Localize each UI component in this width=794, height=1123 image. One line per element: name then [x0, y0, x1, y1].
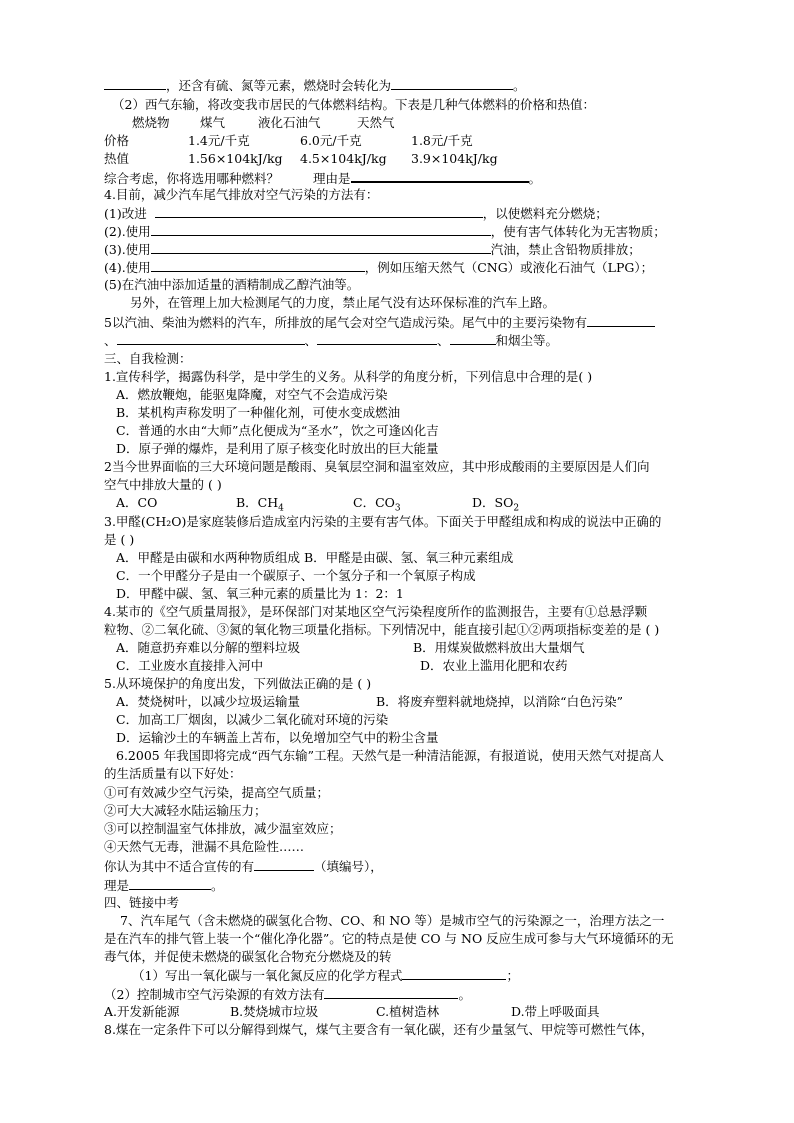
t6-item-1: ①可有效减少空气污染，提高空气质量；: [104, 785, 330, 800]
t5-option-b[interactable]: B．将废弃塑料就地烧掉，以消除“白色污染”: [376, 694, 623, 709]
heat-cell: 4.5×104kJ/kg: [300, 151, 387, 166]
q4-item-2: (2).使用 ，使有害气体转化为无害物质；: [104, 224, 666, 239]
t7-stem-3: 毒气体，并促使未燃烧的碳氢化合物充分燃烧及的转: [104, 949, 392, 964]
q5-line-2: 、 、 、 和烟尘等。: [104, 333, 559, 348]
t3-option-c[interactable]: C．一个甲醛分子是由一个碳原子、一个氢分子和一个氧原子构成: [116, 568, 476, 583]
t6-item-2: ②可大大减轻水陆运输压力；: [104, 803, 267, 818]
answer-blank[interactable]: [151, 240, 491, 254]
t5-option-c[interactable]: C．加高工厂烟囱，以减少二氧化硫对环境的污染: [116, 712, 389, 727]
price-cell: 6.0元/千克: [300, 133, 362, 148]
t6-stem-1: 6.2005 年我国即将完成“西气东输”工程。天然气是一种清洁能源，有报道说，使用天然气对提高人: [116, 748, 664, 763]
table-header-natural-gas: 天然气: [357, 115, 395, 130]
answer-blank[interactable]: [450, 331, 496, 345]
answer-blank[interactable]: [151, 258, 365, 272]
t3-option-d[interactable]: D．甲醛中碳、氢、氧三种元素的质量比为 1：2：1: [116, 586, 404, 601]
answer-blank[interactable]: [117, 331, 305, 345]
section-3-heading: 三、自我检测：: [104, 351, 192, 366]
q4-note: 另外，在管理上加大检测尾气的力度，禁止尾气没有达环保标准的汽车上路。: [130, 295, 556, 310]
t7-option-a[interactable]: A.开发新能源: [104, 1004, 180, 1019]
table-header-gas: 煤气: [200, 115, 226, 130]
answer-blank[interactable]: [317, 331, 437, 345]
t8-stem-1: 8.煤在一定条件下可以分解得到煤气，煤气主要含有一氧化碳，还有少量氢气、甲烷等可燃性气体，: [104, 1022, 654, 1037]
t7-sub-1: （1）写出一氧化碳与一氧化氮反应的化学方程式 ；: [132, 968, 519, 983]
price-label: 价格: [104, 133, 130, 148]
fuel-table-values: [104, 132, 524, 172]
t5-stem: 5.从环境保护的角度出发，下列做法正确的是 ( ): [104, 676, 372, 691]
t6-question: 你认为其中不适合宣传的有 （填编号），: [104, 859, 383, 874]
t1-option-c[interactable]: C．普通的水由“大师”点化便成为“圣水”，饮之可逢凶化吉: [116, 423, 439, 438]
t1-option-a[interactable]: A．燃放鞭炮，能驱鬼降魔，对空气不会造成污染: [116, 387, 388, 402]
answer-blank[interactable]: [155, 204, 483, 218]
t5-option-d[interactable]: D．运输沙土的车辆盖上苫布，以免增加空气中的粉尘含量: [116, 730, 439, 745]
t2-stem-2: 空气中排放大量的 ( ): [104, 477, 222, 492]
t1-option-b[interactable]: B．某机构声称发明了一种催化剂，可使水变成燃油: [116, 405, 401, 420]
q2-choice-line: 综合考虑，你将选用哪种燃料？ 理由是 。: [104, 168, 541, 188]
t3-option-ab[interactable]: A．甲醛是由碳和水两种物质组成 B．甲醛是由碳、氢、氧三种元素组成: [116, 550, 514, 565]
t6-stem-2: 的生活质量有以下好处：: [104, 766, 242, 781]
t2-option-d[interactable]: D．$SO_2$: [472, 495, 520, 514]
t2-stem-1: 2当今世界面临的三大环境问题是酸雨、臭氧层空洞和温室效应，其中形成酸雨的主要原因是人们向: [104, 459, 650, 474]
answer-blank[interactable]: [351, 168, 529, 183]
t4-stem-2: 粒物、②二氧化硫、③氮的氧化物三项量化指标。下列情况中，能直接引起①②两项指标变差的是 ( ): [104, 622, 660, 637]
t6-item-4: ④天然气无毒，泄漏不具危险性……: [104, 839, 305, 854]
section-4-heading: 四、链接中考: [104, 895, 180, 910]
table-header-substance: 燃烧物: [132, 115, 170, 130]
t2-option-b[interactable]: B．$CH_4$: [236, 495, 284, 514]
answer-blank[interactable]: [151, 222, 491, 236]
t7-stem-2: 是在汽车的排气管上装一个“催化净化器”。它的特点是使 CO 与 NO 反应生成可参与大气环境循环的无: [104, 931, 674, 946]
t4-option-d[interactable]: D．农业上滥用化肥和农药: [420, 658, 568, 673]
answer-blank[interactable]: [324, 985, 458, 999]
q4-item-4: (4).使用 ，例如压缩天然气（CNG）或液化石油气（LPG）；: [104, 260, 654, 275]
answer-blank[interactable]: [254, 857, 314, 871]
answer-blank[interactable]: [391, 76, 513, 90]
t4-option-a[interactable]: A．随意扔弃难以分解的塑料垃圾: [116, 640, 301, 655]
q4-item-1: (1)改进 ，以使燃料充分燃烧；: [104, 206, 608, 221]
t3-stem-1: 3.甲醛(CH₂O)是家庭装修后造成室内污染的主要有害气体。下面关于甲醛组成和构成的说法中正确的: [104, 514, 662, 529]
q1-tail-text: ，还含有硫、氮等元素，燃烧时会转化为: [166, 78, 392, 93]
table-header-lpg: 液化石油气: [258, 115, 321, 130]
t7-option-c[interactable]: C.植树造林: [376, 1004, 440, 1019]
answer-blank[interactable]: [402, 966, 506, 980]
t6-item-3: ③可以控制温室气体排放，减少温室效应；: [104, 821, 342, 836]
heat-cell: 3.9×104kJ/kg: [411, 151, 498, 166]
answer-blank[interactable]: [587, 313, 655, 327]
q1-tail-line: ，还含有硫、氮等元素，燃烧时会转化为 。: [104, 76, 526, 95]
t2-option-c[interactable]: C．$CO_3$: [353, 495, 401, 514]
t4-option-b[interactable]: B．用煤炭做燃料放出大量烟气: [413, 640, 585, 655]
t1-stem: 1.宣传科学，揭露伪科学，是中学生的义务。从科学的角度分析，下列信息中合理的是( ): [104, 369, 593, 384]
answer-blank[interactable]: [104, 76, 166, 90]
t7-stem-1: 7、汽车尾气（含未燃烧的碳氢化合物、CO、和 NO 等）是城市空气的污染源之一，治理方法之一: [120, 913, 665, 928]
heat-label: 热值: [104, 151, 130, 166]
q2-intro: （2）西气东输，将改变我市居民的气体燃料结构。下表是几种气体燃料的价格和热值：: [112, 97, 595, 112]
t7-option-b[interactable]: B.焚烧城市垃圾: [230, 1004, 319, 1019]
t4-option-c[interactable]: C．工业废水直接排入河中: [116, 658, 264, 673]
t5-option-a[interactable]: A．焚烧树叶，以减少垃圾运输量: [116, 694, 301, 709]
price-cell: 1.8元/千克: [411, 133, 473, 148]
answer-blank[interactable]: [129, 876, 211, 890]
q4-title: 4.目前，减少汽车尾气排放对空气污染的方法有：: [104, 187, 379, 202]
q4-item-5: (5)在汽油中添加适量的酒精制成乙醇汽油等。: [104, 277, 360, 292]
price-cell: 1.4元/千克: [188, 133, 250, 148]
q4-item-3: (3).使用 汽油，禁止含铅物质排放；: [104, 242, 641, 257]
t6-reason: 理是 。: [104, 878, 224, 893]
t4-stem-1: 4.某市的《空气质量周报》，是环保部门对某地区空气污染程度所作的监测报告，主要有①总悬浮颗: [104, 604, 648, 619]
t1-option-d[interactable]: D．原子弹的爆炸，是利用了原子核变化时放出的巨大能量: [116, 441, 439, 456]
t7-option-d[interactable]: D.带上呼吸面具: [511, 1004, 600, 1019]
t3-stem-2: 是 ( ): [104, 532, 135, 547]
t2-option-a[interactable]: A．CO: [116, 495, 158, 510]
q5-line-1: 5以汽油、柴油为燃料的汽车，所排放的尾气会对空气造成污染。尾气中的主要污染物有: [104, 313, 655, 332]
heat-cell: 1.56×104kJ/kg: [188, 151, 283, 166]
t7-sub-2: （2）控制城市空气污染源的有效方法有 。: [104, 987, 471, 1002]
